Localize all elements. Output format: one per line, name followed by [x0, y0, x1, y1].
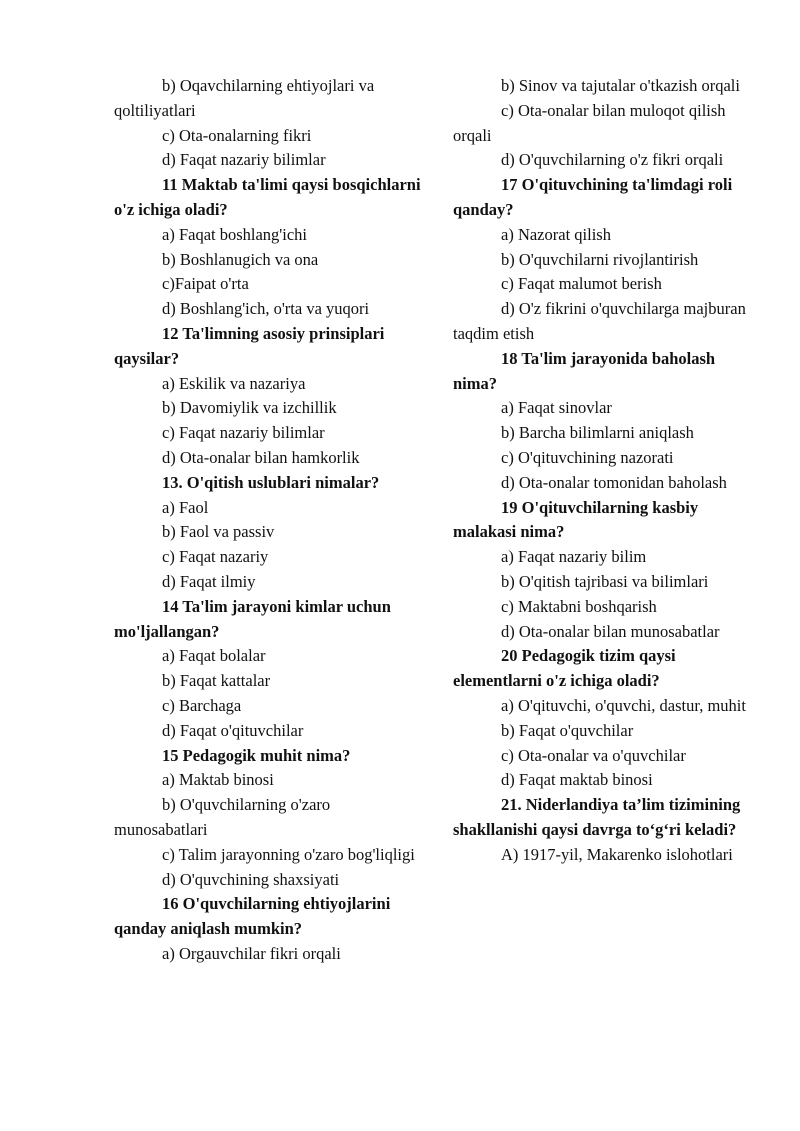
answer-option: c) Faqat malumot berish — [501, 274, 662, 294]
answer-option: c) Maktabni boshqarish — [501, 596, 657, 616]
question-text: 12 Ta'limning asosiy prinsiplari qaysilar? — [114, 323, 385, 368]
answer-option: c) Ota-onalar bilan muloqot qilish orqali — [453, 100, 726, 145]
answer-option: d) Ota-onalar bilan munosabatlar — [501, 621, 720, 641]
question-text: 15 Pedagogik muhit nima? — [162, 745, 351, 765]
left-column — [114, 74, 424, 967]
answer-option: c) O'qituvchining nazorati — [501, 447, 674, 467]
answer-option: d) Faqat maktab binosi — [501, 770, 653, 790]
answer-option: b) Boshlanugich va ona — [162, 249, 319, 269]
answer-option: b) O'qitish tajribasi va bilimlari — [501, 571, 709, 591]
answer-option: d) Ota-onalar tomonidan baholash — [501, 472, 727, 492]
answer-option: a) Orgauvchilar fikri orqali — [162, 943, 341, 963]
answer-option: a) Faqat boshlang'ichi — [162, 224, 308, 244]
answer-option: a) Faqat sinovlar — [501, 398, 612, 418]
answer-option: a) Eskilik va nazariya — [162, 373, 306, 393]
answer-option: b) O'quvchilarning o'zaro munosabatlari — [114, 795, 331, 839]
answer-option: d) Faqat ilmiy — [162, 571, 256, 591]
question-text: 19 O'qituvchilarning kasbiy malakasi nima? — [453, 497, 699, 542]
answer-option: a) Nazorat qilish — [501, 224, 611, 244]
answer-option: c) Barchaga — [162, 695, 242, 715]
answer-option: b) Sinov va tajutalar o'tkazish orqali — [501, 76, 740, 95]
answer-option: A) 1917-yil, Makarenko islohotlari — [501, 844, 733, 864]
question-text: 20 Pedagogik tizim qaysi elementlarni o'z ichiga oladi? — [453, 646, 676, 691]
answer-option: d) Faqat o'qituvchilar — [162, 720, 304, 740]
question-text: 17 O'qituvchining ta'limdagi roli qanday? — [453, 175, 733, 219]
answer-option: b) Faqat kattalar — [162, 671, 271, 691]
question-text: 16 O'quvchilarning ehtiyojlarini qanday aniqlash mumkin? — [114, 894, 391, 939]
answer-option: d) Ota-onalar bilan hamkorlik — [162, 447, 360, 467]
answer-option: a) Faqat bolalar — [162, 646, 266, 666]
answer-option: d) O'z fikrini o'quvchilarga majburan taqdim etish — [453, 299, 746, 343]
answer-option: b) Faqat o'quvchilar — [501, 720, 634, 740]
answer-option: c) Ota-onalarning fikri — [162, 125, 312, 145]
question-text: 13. O'qitish uslublari nimalar? — [162, 472, 380, 492]
answer-option: c) Talim jarayonning o'zaro bog'liqligi — [162, 844, 415, 864]
answer-option: b) Oqavchilarning ehtiyojlari va qoltiliyatlari — [114, 76, 375, 120]
right-column — [453, 74, 763, 868]
answer-option: c) Faqat nazariy bilimlar — [162, 423, 325, 443]
question-text: 21. Niderlandiya ta’lim tizimining shakllanishi qaysi davrga to‘g‘ri keladi? — [453, 795, 741, 839]
question-text: 14 Ta'lim jarayoni kimlar uchun mo'ljallangan? — [114, 596, 391, 641]
question-text: 11 Maktab ta'limi qaysi bosqichlarni o'z ichiga oladi? — [114, 175, 421, 219]
answer-option: a) Faqat nazariy bilim — [501, 547, 647, 567]
question-text: 18 Ta'lim jarayonida baholash nima? — [453, 348, 716, 393]
answer-option: a) Maktab binosi — [162, 770, 274, 790]
answer-option: c)Faipat o'rta — [162, 274, 249, 294]
answer-option: b) Faol va passiv — [162, 522, 275, 542]
answer-option: d) O'quvchining shaxsiyati — [162, 869, 340, 889]
answer-option: c) Ota-onalar va o'quvchilar — [501, 745, 686, 765]
answer-option: a) O'qituvchi, o'quvchi, dastur, muhit — [501, 695, 746, 715]
answer-option: b) Barcha bilimlarni aniqlash — [501, 423, 694, 443]
answer-option: b) Davomiylik va izchillik — [162, 398, 337, 418]
answer-option: c) Faqat nazariy — [162, 547, 269, 567]
answer-option: b) O'quvchilarni rivojlantirish — [501, 249, 699, 269]
answer-option: d) O'quvchilarning o'z fikri orqali — [501, 150, 724, 170]
answer-option: a) Faol — [162, 497, 209, 517]
answer-option: d) Boshlang'ich, o'rta va yuqori — [162, 299, 370, 319]
answer-option: d) Faqat nazariy bilimlar — [162, 150, 326, 170]
